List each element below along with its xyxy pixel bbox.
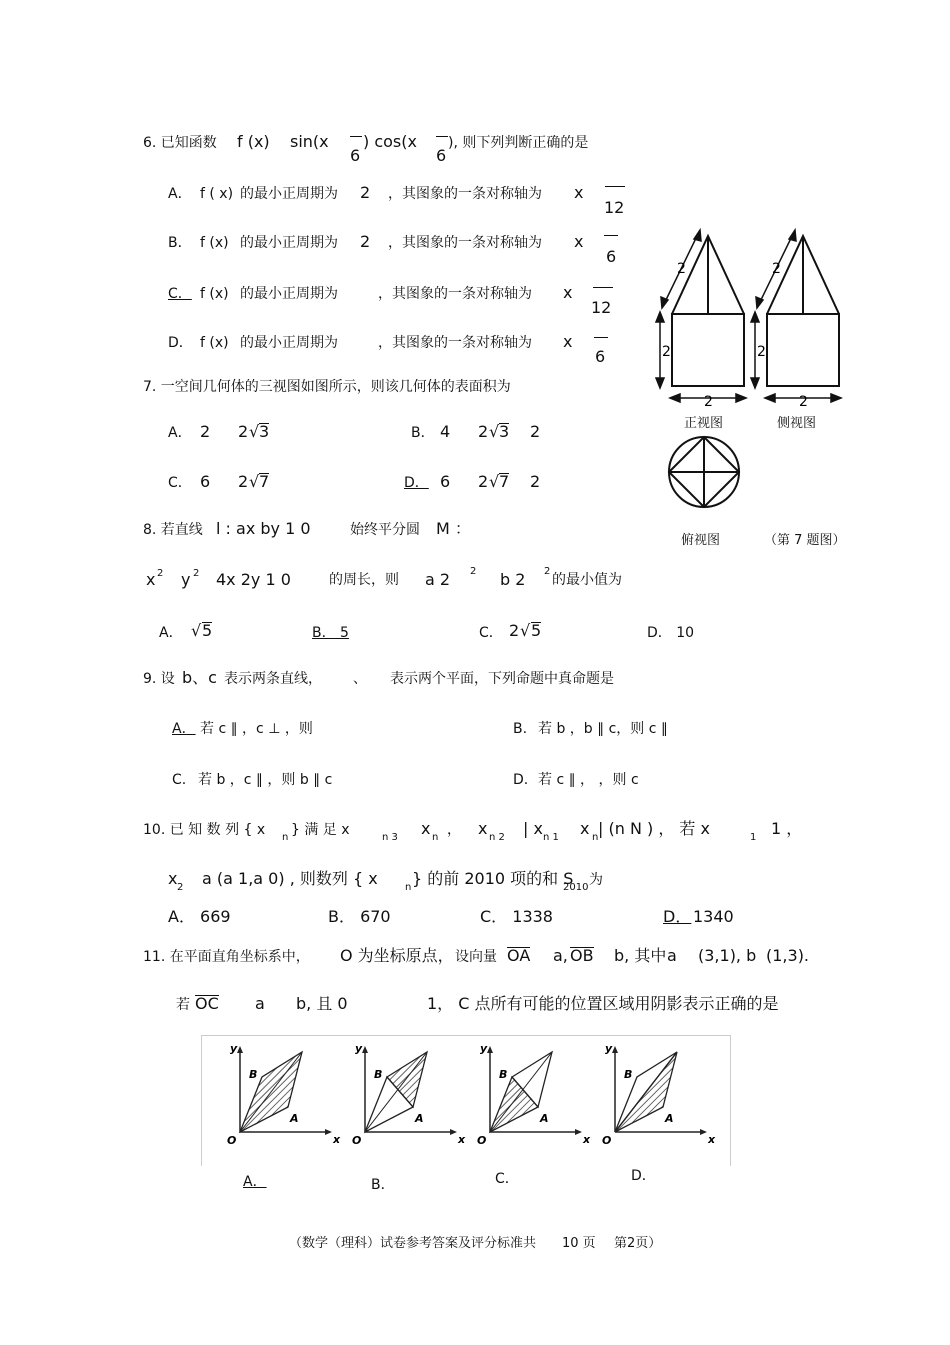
superscript: 2 <box>470 566 477 577</box>
q11-text: (3,1), b <box>698 946 757 965</box>
q6-sin: sin(x <box>290 132 329 151</box>
q8-line-eq: l : ax by 1 0 <box>216 519 311 538</box>
option-text: 的最小正周期为 <box>240 335 338 351</box>
option-den: 12 <box>604 198 625 217</box>
option-value: 1340 <box>693 907 734 926</box>
frac-bar <box>593 281 613 288</box>
top-view-label: 俯视图 <box>681 533 721 548</box>
option-letter: C. <box>172 772 187 788</box>
x-axis-label: x <box>333 1133 341 1146</box>
q8-circle-eq: 4x 2y 1 0 <box>216 570 291 589</box>
q11-text: b, 且 0 <box>296 994 348 1013</box>
option-text: 的最小正周期为 <box>240 235 338 251</box>
q6-tail: ), 则下列判断正确的是 <box>448 135 589 151</box>
q7-three-view-figure <box>655 228 855 428</box>
sqrt-sign: √ <box>489 472 500 491</box>
option-x: x <box>563 332 573 351</box>
q7-top-view <box>666 434 742 510</box>
q10-text: } 的前 2010 项的和 S <box>412 869 574 888</box>
option-text: 的最小正周期为 <box>240 186 338 202</box>
option-radicand: 5 <box>202 621 213 640</box>
graph-a <box>227 1042 341 1147</box>
option-letter: B. <box>513 721 528 737</box>
option-period: 2 <box>360 232 371 251</box>
option-coef: 2 <box>238 472 249 491</box>
option-term: 6 <box>440 472 451 491</box>
vector-ob: OB <box>570 946 594 965</box>
origin-label: O <box>602 1134 612 1147</box>
q10-x: x <box>580 819 590 838</box>
frac-bar <box>605 180 625 187</box>
q11-stem: 11. 在平面直角坐标系中， <box>143 949 310 965</box>
option-text: ，其图象的一条对称轴为 <box>388 235 542 251</box>
option-period: 2 <box>360 183 371 202</box>
option-letter: D． <box>168 335 193 351</box>
graph-choice-a: A． <box>243 1174 267 1190</box>
q10-text: } 满 足 x <box>291 822 350 838</box>
subscript: n <box>405 882 412 893</box>
footer-text: （数学（理科）试卷参考答案及评分标准共 <box>289 1236 537 1251</box>
y-axis-label: y <box>605 1042 613 1055</box>
q10-x: x <box>168 869 178 888</box>
superscript: 2 <box>157 568 164 579</box>
option-radicand: 3 <box>259 422 270 441</box>
dim-label: 2 <box>677 261 686 277</box>
vector-oc: OC <box>195 994 219 1013</box>
figure-caption: （第 7 题图） <box>764 533 846 548</box>
subscript: n <box>282 832 289 843</box>
q9-label: 9. 设 <box>143 671 175 687</box>
subscript: n 3 <box>382 832 398 843</box>
q8-y: y <box>181 570 191 589</box>
q11-text: (1,3). <box>766 946 810 965</box>
option-coef: 2 <box>478 422 489 441</box>
front-view-label: 正视图 <box>684 416 724 431</box>
point-a-label: A <box>415 1112 424 1125</box>
superscript: 2 <box>193 568 200 579</box>
option-letter: B． <box>411 425 435 441</box>
option-term: 6 <box>200 472 211 491</box>
option-text: 若 c ∥ ，c ⊥ ，则 <box>200 721 313 737</box>
dim-label: 2 <box>704 394 713 410</box>
option-den: 6 <box>595 347 606 366</box>
option-coef: 2 <box>478 472 489 491</box>
q8-stem: 8. 若直线 <box>143 522 203 538</box>
option-letter: C． <box>168 286 192 302</box>
dim-label: 2 <box>757 344 766 360</box>
option-text: 的最小正周期为 <box>240 286 338 302</box>
subscript: n 1 <box>543 832 559 843</box>
subscript: 2 <box>177 882 184 893</box>
y-axis-label: y <box>480 1042 488 1055</box>
q6-cos: ) cos(x <box>363 132 417 151</box>
option-letter: A． <box>172 721 196 737</box>
y-axis-label: y <box>230 1042 238 1055</box>
front-view-square <box>672 314 744 386</box>
point-b-label: B <box>499 1068 508 1081</box>
option-x: x <box>574 232 584 251</box>
point-b-label: B <box>249 1068 258 1081</box>
q8-expr-a: a 2 <box>425 570 451 589</box>
x-axis-label: x <box>583 1133 591 1146</box>
q6-label: 6. 已知函数 <box>143 135 217 151</box>
q9-bc: b、c <box>182 668 217 687</box>
graph-choice-b: B． <box>371 1177 395 1193</box>
point-a-label: A <box>665 1112 674 1125</box>
option-term: 2 <box>530 422 541 441</box>
graph-d <box>602 1042 716 1147</box>
subscript: n <box>432 832 439 843</box>
option-fx: f ( x) <box>200 186 234 202</box>
option-c: C． 1338 <box>480 907 553 926</box>
q8-expr-b: b 2 <box>500 570 526 589</box>
option-den: 6 <box>606 247 617 266</box>
q10-comma: ， <box>447 822 461 838</box>
y-axis-label: y <box>355 1042 363 1055</box>
sqrt-sign: √ <box>249 422 260 441</box>
x-axis-label: x <box>708 1133 716 1146</box>
q11-text: 设向量 <box>455 949 497 965</box>
option-letter: A． <box>168 186 192 202</box>
subscript: n <box>592 832 599 843</box>
option-coef: 2 <box>238 422 249 441</box>
superscript: 2 <box>544 566 551 577</box>
q11-text: a, <box>553 946 568 965</box>
q9-text: 表示两条直线， <box>224 671 322 687</box>
option-letter: C． <box>479 625 503 641</box>
option-den: 12 <box>591 298 612 317</box>
q11-text: O 为坐标原点， <box>340 946 454 965</box>
option-letter: D． <box>663 907 692 926</box>
graph-c <box>477 1042 591 1147</box>
option-letter: D． <box>404 475 429 491</box>
q6-den1: 6 <box>350 146 361 165</box>
dim-label: 2 <box>799 394 808 410</box>
q8-x: x <box>146 570 156 589</box>
sqrt-sign: √ <box>249 472 260 491</box>
graph-choice-c: C． <box>495 1171 519 1187</box>
option-text: ，其图象的一条对称轴为 <box>388 186 542 202</box>
q10-text: | (n N ) ， 若 x <box>598 819 710 838</box>
option-fx: f (x) <box>200 286 229 302</box>
q9-text: 表示两个平面，下列命题中真命题是 <box>390 671 614 687</box>
side-view-label: 侧视图 <box>777 416 817 431</box>
q10-text: 为 <box>589 872 603 888</box>
q10-x: x <box>421 819 431 838</box>
option-letter: B． <box>168 235 192 251</box>
side-view-square <box>767 314 839 386</box>
q7-stem: 7. 一空间几何体的三视图如图所示，则该几何体的表面积为 <box>143 379 511 395</box>
option-term: 2 <box>200 422 211 441</box>
q8-circle-name: M ： <box>436 519 471 538</box>
option-b: B． 5 <box>312 625 349 641</box>
frac-bar <box>604 229 618 236</box>
origin-label: O <box>352 1134 362 1147</box>
option-text: ，其图象的一条对称轴为 <box>378 286 532 302</box>
vector-oa: OA <box>507 946 531 965</box>
q10-x: x <box>478 819 488 838</box>
option-radicand: 7 <box>499 472 510 491</box>
q11-text: b, 其中 <box>614 946 667 965</box>
option-radicand: 5 <box>531 621 542 640</box>
q11-graphs <box>205 1040 727 1165</box>
option-x: x <box>563 283 573 302</box>
point-b-label: B <box>374 1068 383 1081</box>
dim-label: 2 <box>662 344 671 360</box>
subscript: 2010 <box>563 882 589 893</box>
q10-stem: 10. 已 知 数 列 { x <box>143 822 266 838</box>
footer-pages: 10 页 <box>562 1236 596 1251</box>
option-fx: f (x) <box>200 235 229 251</box>
origin-label: O <box>227 1134 237 1147</box>
dim-label: 2 <box>772 261 781 277</box>
option-text: 若 c ∥ ， ，则 c <box>538 772 639 788</box>
sqrt-sign: √ <box>520 621 531 640</box>
option-x: x <box>574 183 584 202</box>
q9-dot: 、 <box>353 671 367 687</box>
q11-text: a <box>255 994 265 1013</box>
origin-label: O <box>477 1134 487 1147</box>
graph-choice-d: D． <box>631 1168 656 1184</box>
frac-bar <box>436 130 448 137</box>
sqrt-sign: √ <box>489 422 500 441</box>
option-letter: A． <box>159 625 183 641</box>
point-a-label: A <box>540 1112 549 1125</box>
option-letter: C． <box>168 475 192 491</box>
graph-b <box>352 1042 466 1147</box>
q10-text: 1 ， <box>771 819 803 838</box>
option-term: 2 <box>530 472 541 491</box>
q6-den2: 6 <box>436 146 447 165</box>
option-radicand: 7 <box>259 472 270 491</box>
option-letter: D. <box>513 772 529 788</box>
option-letter: A． <box>168 425 192 441</box>
option-coef: 2 <box>509 621 520 640</box>
option-term: 4 <box>440 422 451 441</box>
q11-text: a <box>667 946 677 965</box>
footer-current-page: 第2页） <box>614 1236 662 1251</box>
frac-bar <box>594 331 608 338</box>
q11-text: 1， C 点所有可能的位置区域用阴影表示正确的是 <box>427 994 779 1013</box>
q8-mid: 始终平分圆 <box>350 522 420 538</box>
q8-tail: 的周长，则 <box>329 572 399 588</box>
point-a-label: A <box>290 1112 299 1125</box>
option-text: ，其图象的一条对称轴为 <box>378 335 532 351</box>
q10-text: a (a 1,a 0) , 则数列 { x <box>202 869 378 888</box>
point-b-label: B <box>624 1068 633 1081</box>
option-a: A． 669 <box>168 907 231 926</box>
option-d: D． 10 <box>647 625 695 641</box>
q8-tail: 的最小值为 <box>552 572 622 588</box>
sqrt-sign: √ <box>191 621 202 640</box>
option-text: 若 b ，c ∥ ，则 b ∥ c <box>198 772 333 788</box>
subscript: n 2 <box>489 832 505 843</box>
option-text: 若 b ，b ∥ c，则 c ∥ <box>538 721 668 737</box>
option-fx: f (x) <box>200 335 229 351</box>
option-b: B． 670 <box>328 907 391 926</box>
q6-fx: f (x) <box>237 132 270 151</box>
option-radicand: 3 <box>499 422 510 441</box>
q10-abs: | x <box>523 819 543 838</box>
frac-bar <box>350 130 362 137</box>
subscript: 1 <box>750 832 757 843</box>
q11-text: 若 <box>176 997 190 1013</box>
x-axis-label: x <box>458 1133 466 1146</box>
